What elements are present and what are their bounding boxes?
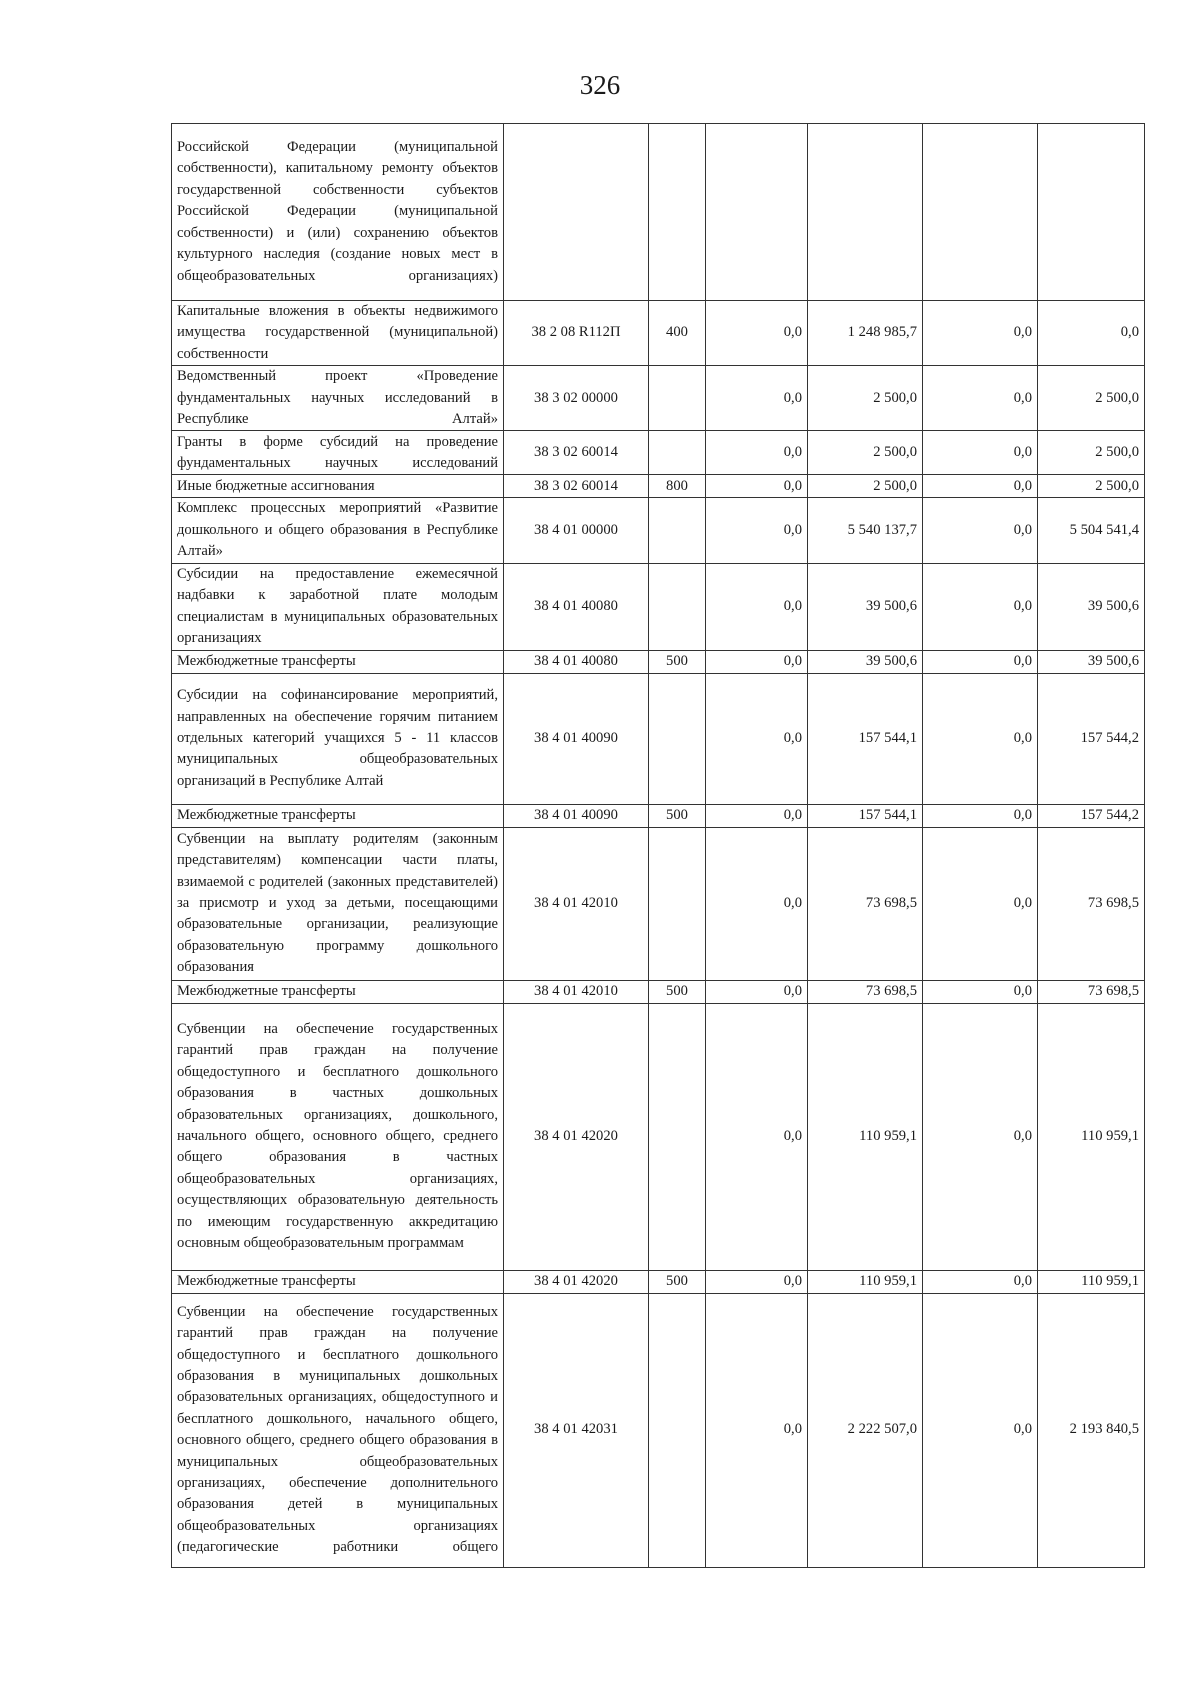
table-row [172,1293,1145,1567]
row-value-2: 110 959,1 [808,1003,923,1270]
table-row [172,366,1145,431]
table-row [172,498,1145,563]
row-description: Субсидии на предоставление ежемесячной надбавки к заработной плате молодым специалистам в муниципальных образовательных организациях [172,563,504,650]
row-value-3: 0,0 [923,804,1038,827]
row-target-code: 38 3 02 00000 [504,366,649,431]
row-value-4: 157 544,2 [1038,673,1145,804]
row-expense-type: 500 [649,650,706,673]
table-row [172,827,1145,980]
row-description: Субвенции на обеспечение государственных гарантий прав граждан на получение общедоступного и бесплатного дошкольного образования в частных дошкольных образовательных организациях, дошкольного, начального общего, основного общего, среднего общего образования в частных общеобразовательных организациях, осуществляющих образовательную деятельность по имеющим государственную аккредитацию основным общеобразовательным программам [172,1003,504,1270]
table-row [172,804,1145,827]
row-value-4: 5 504 541,4 [1038,498,1145,563]
row-expense-type [649,673,706,804]
row-description: Иные бюджетные ассигнования [172,475,504,498]
row-description: Российской Федерации (муниципальной собственности), капитальному ремонту объектов государственной собственности субъектов Российской Федерации (муниципальной собственности) и (или) сохранению объектов культурного наследия (создание новых мест в общеобразовательных организациях) [172,124,504,301]
row-description: Субвенции на выплату родителям (законным представителям) компенсации части платы, взимаемой с родителей (законных представителей) за присмотр и уход за детьми, посещающими образовательные организации, реализующие образовательную программу дошкольного образования [172,827,504,980]
table-row [172,673,1145,804]
table-row [172,301,1145,366]
row-description: Комплекс процессных мероприятий «Развитие дошкольного и общего образования в Республике Алтай» [172,498,504,563]
row-value-3: 0,0 [923,498,1038,563]
row-value-3: 0,0 [923,563,1038,650]
row-value-2: 73 698,5 [808,827,923,980]
row-description: Субвенции на обеспечение государственных гарантий прав граждан на получение общедоступного и бесплатного дошкольного образования в муниципальных дошкольных образовательных организациях, общедоступного и бесплатного дошкольного, начального общего, основного общего, среднего общего образования в муниципальных общеобразовательных организациях, обеспечение дополнительного образования детей в муниципальных общеобразовательных организациях (педагогические работники общего [172,1293,504,1567]
row-value-2: 2 500,0 [808,431,923,475]
row-value-1: 0,0 [706,498,808,563]
row-target-code: 38 4 01 40080 [504,650,649,673]
row-value-4: 157 544,2 [1038,804,1145,827]
row-target-code: 38 3 02 60014 [504,431,649,475]
row-value-2: 157 544,1 [808,673,923,804]
row-value-4: 39 500,6 [1038,563,1145,650]
row-expense-type [649,563,706,650]
row-target-code: 38 4 01 40090 [504,804,649,827]
row-target-code [504,124,649,301]
row-value-3: 0,0 [923,1270,1038,1293]
row-value-2: 5 540 137,7 [808,498,923,563]
row-value-2: 2 500,0 [808,366,923,431]
table-row [172,1270,1145,1293]
row-value-4: 0,0 [1038,301,1145,366]
row-description: Межбюджетные трансферты [172,980,504,1003]
row-value-3: 0,0 [923,673,1038,804]
row-target-code: 38 4 01 42010 [504,827,649,980]
row-value-1: 0,0 [706,1293,808,1567]
budget-table [171,123,1145,1568]
row-expense-type: 500 [649,1270,706,1293]
row-value-3: 0,0 [923,1003,1038,1270]
row-expense-type [649,366,706,431]
row-value-2: 1 248 985,7 [808,301,923,366]
row-target-code: 38 4 01 42010 [504,980,649,1003]
row-value-3: 0,0 [923,1293,1038,1567]
row-description: Субсидии на софинансирование мероприятий, направленных на обеспечение горячим питанием отдельных категорий учащихся 5 - 11 классов муниципальных общеобразовательных организаций в Республике Алтай [172,673,504,804]
row-target-code: 38 2 08 R112П [504,301,649,366]
row-target-code: 38 4 01 42020 [504,1270,649,1293]
row-value-4: 2 193 840,5 [1038,1293,1145,1567]
row-description: Межбюджетные трансферты [172,804,504,827]
row-value-1: 0,0 [706,673,808,804]
table-row [172,1003,1145,1270]
row-value-1: 0,0 [706,563,808,650]
table-row [172,563,1145,650]
row-value-1: 0,0 [706,366,808,431]
table-row [172,124,1145,301]
table-row [172,650,1145,673]
row-value-3: 0,0 [923,366,1038,431]
row-description: Межбюджетные трансферты [172,1270,504,1293]
row-expense-type [649,431,706,475]
row-value-2: 73 698,5 [808,980,923,1003]
row-value-2: 2 222 507,0 [808,1293,923,1567]
row-expense-type [649,827,706,980]
row-expense-type: 400 [649,301,706,366]
row-target-code: 38 4 01 40080 [504,563,649,650]
row-value-4: 110 959,1 [1038,1003,1145,1270]
row-value-1: 0,0 [706,1270,808,1293]
row-expense-type [649,1003,706,1270]
row-value-1: 0,0 [706,301,808,366]
row-target-code: 38 4 01 42031 [504,1293,649,1567]
row-value-2: 157 544,1 [808,804,923,827]
row-value-3: 0,0 [923,650,1038,673]
row-value-3: 0,0 [923,980,1038,1003]
row-description: Межбюджетные трансферты [172,650,504,673]
row-expense-type [649,1293,706,1567]
row-value-4: 39 500,6 [1038,650,1145,673]
row-value-3: 0,0 [923,431,1038,475]
row-value-1: 0,0 [706,804,808,827]
row-value-2: 2 500,0 [808,475,923,498]
row-expense-type: 800 [649,475,706,498]
row-expense-type: 500 [649,980,706,1003]
row-value-3 [923,124,1038,301]
row-value-2: 110 959,1 [808,1270,923,1293]
row-value-1: 0,0 [706,1003,808,1270]
row-value-4: 2 500,0 [1038,475,1145,498]
row-value-2: 39 500,6 [808,650,923,673]
row-value-1 [706,124,808,301]
row-target-code: 38 4 01 00000 [504,498,649,563]
row-description: Ведомственный проект «Проведение фундаментальных научных исследований в Республике Алтай» [172,366,504,431]
row-value-3: 0,0 [923,827,1038,980]
table-row [172,475,1145,498]
row-expense-type [649,498,706,563]
table-row [172,431,1145,475]
table-row [172,980,1145,1003]
row-target-code: 38 4 01 40090 [504,673,649,804]
row-value-1: 0,0 [706,980,808,1003]
row-target-code: 38 4 01 42020 [504,1003,649,1270]
row-value-2 [808,124,923,301]
row-value-4: 73 698,5 [1038,980,1145,1003]
row-value-4: 110 959,1 [1038,1270,1145,1293]
row-description: Гранты в форме субсидий на проведение фундаментальных научных исследований [172,431,504,475]
row-value-3: 0,0 [923,475,1038,498]
row-expense-type [649,124,706,301]
row-expense-type: 500 [649,804,706,827]
row-value-3: 0,0 [923,301,1038,366]
row-value-1: 0,0 [706,431,808,475]
row-value-4: 2 500,0 [1038,431,1145,475]
page-number: 326 [579,70,621,100]
row-value-1: 0,0 [706,475,808,498]
row-target-code: 38 3 02 60014 [504,475,649,498]
row-value-4 [1038,124,1145,301]
row-value-1: 0,0 [706,650,808,673]
row-value-1: 0,0 [706,827,808,980]
row-value-4: 2 500,0 [1038,366,1145,431]
row-value-4: 73 698,5 [1038,827,1145,980]
row-description: Капитальные вложения в объекты недвижимого имущества государственной (муниципальной) собственности [172,301,504,366]
row-value-2: 39 500,6 [808,563,923,650]
